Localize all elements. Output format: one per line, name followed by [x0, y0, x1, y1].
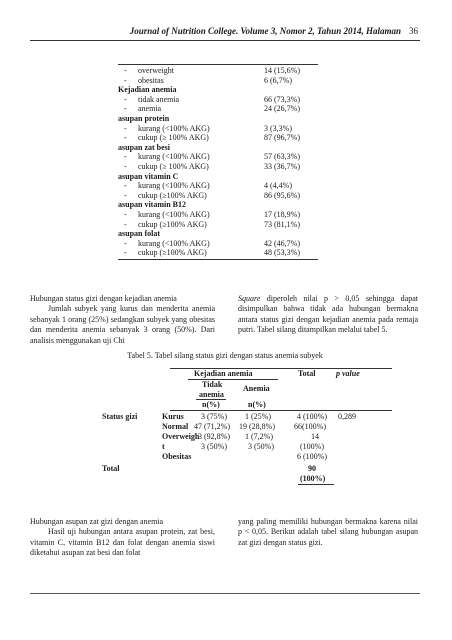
header-rule [30, 40, 420, 41]
row-label-text: overweight [138, 66, 174, 75]
journal-title: Journal of Nutrition College. Volume 3, Nomor 2, Tahun 2014, Halaman [129, 26, 401, 36]
paragraph-body: yang paling memiliki hubungan bermakna karena nilai p < 0,05. Berikut adalah tabel silang hubungan asupan zat gizi dengan status gizi. [238, 517, 418, 547]
row-value [258, 229, 318, 239]
cell-total: (100%) [300, 442, 324, 451]
row-label [118, 133, 264, 143]
row-label [118, 85, 258, 95]
total-underline [298, 484, 334, 485]
col-header-total: Total [298, 369, 316, 378]
row-label [118, 104, 264, 114]
row-label [118, 181, 264, 191]
bullet-dash: - [124, 123, 127, 133]
row-label-text: asupan vitamin B12 [118, 200, 187, 210]
subject-characteristics-table [118, 64, 318, 260]
table-caption: Tabel 5. Tabel silang status gizi dengan status anemia subyek [127, 351, 323, 360]
section-asupan-right [238, 517, 418, 548]
row-label-text: kurang (<100% AKG) [138, 209, 210, 219]
table-row [118, 95, 318, 105]
table-row [118, 162, 318, 172]
row-label [118, 114, 258, 124]
row-label-text: cukup (≥100% AKG) [138, 219, 207, 229]
section-heading: Hubungan asupan zat gizi dengan anemia [30, 517, 164, 526]
bullet-dash: - [124, 219, 127, 229]
bullet-dash: - [124, 190, 127, 200]
col-header-pvalue: p value [336, 369, 360, 378]
row-label [118, 143, 258, 153]
table-group-row [118, 229, 318, 239]
row-value: 73 (81,1%) [264, 219, 300, 229]
table-row [118, 124, 318, 134]
row-label [118, 210, 264, 220]
row-label-text: kurang (<100% AKG) [138, 123, 210, 133]
row-value [258, 85, 318, 95]
total-row-label: Total [102, 464, 120, 473]
table-row [118, 191, 318, 201]
section-status-gizi-left [30, 294, 215, 346]
row-value: 3 (3,3%) [264, 123, 292, 133]
row-label-text: cukup (≥ 100% AKG) [138, 161, 209, 171]
journal-header [30, 26, 418, 36]
bullet-dash: - [124, 94, 127, 104]
row-label-text: tidak anemia [138, 94, 180, 104]
row-label-text: kurang (<100% AKG) [138, 238, 210, 248]
row-label-text: kurang (<100% AKG) [138, 152, 210, 162]
row-label: Obesitas [162, 452, 192, 461]
row-value [258, 114, 318, 124]
row-value: 33 (36,7%) [264, 161, 300, 171]
row-label-text: asupan protein [118, 113, 170, 123]
bullet-dash: - [124, 181, 127, 191]
section-asupan-left [30, 517, 215, 559]
row-label [118, 124, 264, 134]
row-label: Normal [162, 422, 189, 431]
row-label [118, 162, 264, 172]
section-heading: Hubungan status gizi dengan kejadian anemia [30, 294, 177, 303]
row-value [258, 143, 318, 153]
row-label [118, 191, 264, 201]
bullet-dash: - [124, 75, 127, 85]
total-n: 90 [308, 464, 316, 473]
paragraph-body: diperoleh nilai p > 0,05 sehingga dapat disimpulkan bahwa tidak ada hubungan bermakna antara status gizi dengan kejadian anemia pada remaja putri. Tabel silang ditampilkan melalui tabel 5. [238, 294, 418, 335]
table-row [118, 220, 318, 230]
row-label-text: asupan folat [118, 229, 161, 239]
row-value: 66 (73,3%) [264, 94, 300, 104]
bullet-dash: - [124, 248, 127, 258]
row-label-text: cukup (≥100% AKG) [138, 190, 207, 200]
row-label: t [162, 442, 165, 451]
bullet-dash: - [124, 66, 127, 75]
header-bottom-rule [170, 410, 392, 411]
row-value [258, 172, 318, 182]
row-label-text: obesitas [138, 75, 164, 85]
cell-anemia: 1 (7,2%) [245, 432, 273, 441]
cell-pvalue: 0,289 [338, 412, 356, 421]
section-status-gizi-right [238, 294, 418, 336]
table-row [118, 239, 318, 249]
col-header-tidak-anemia: anemia [199, 390, 224, 399]
row-label-text: asupan zat besi [118, 142, 171, 152]
row-value: 24 (26,7%) [264, 104, 300, 114]
row-label-text: asupan vitamin C [118, 171, 179, 181]
table-body [118, 66, 318, 258]
row-value: 4 (4,4%) [264, 181, 292, 191]
col-header-n-tidak: n(%) [202, 400, 220, 409]
cell-anemia: 1 (25%) [245, 412, 271, 421]
row-label [118, 172, 258, 182]
italic-term: Square [238, 294, 261, 303]
bullet-dash: - [124, 104, 127, 114]
row-label-text: kurang (<100% AKG) [138, 181, 210, 191]
table-bottom-rule [118, 259, 318, 260]
bullet-dash: - [124, 161, 127, 171]
row-label-text: cukup (≥ 100% AKG) [138, 133, 209, 143]
bullet-dash: - [124, 133, 127, 143]
row-value: 6 (6,7%) [264, 75, 292, 85]
bullet-dash: - [124, 209, 127, 219]
cell-tidak: 3 (75%) [201, 412, 227, 421]
page-number: 36 [409, 26, 418, 36]
table-row [118, 66, 318, 76]
col-header-kejadian: Kejadian anemia [194, 369, 253, 378]
footer-rule [30, 593, 420, 594]
row-label [118, 66, 264, 76]
cell-anemia: 19 (28,8%) [239, 422, 275, 431]
cell-total: 66(100%) [294, 422, 326, 431]
row-group-label: Status gizi [102, 412, 138, 421]
total-pct: (100%) [300, 474, 326, 483]
row-value: 14 (15,6%) [264, 66, 300, 75]
paragraph-body: Hasil uji hubungan antara asupan protein, zat besi, vitamin C, vitamin B12 dan folat dengan anemia siswi diketahui asupan zat besi dan folat [30, 527, 215, 558]
row-label [118, 152, 264, 162]
paragraph-body: Jumlah subyek yang kurus dan menderita anemia sebanyak 1 orang (25%) sedangkan subyek yang obesitas dan menderita anemia sebanyak 3 orang (50%). Dari analisis menggunakan uji Chi [30, 304, 215, 345]
row-label [118, 95, 264, 105]
row-value: 42 (46,7%) [264, 238, 300, 248]
row-label-text: anemia [138, 104, 162, 114]
table-row [118, 210, 318, 220]
table-row [118, 248, 318, 258]
cell-total: 6 (100%) [297, 452, 327, 461]
col-header-n-anemia: n(%) [248, 400, 266, 409]
row-label [118, 220, 264, 230]
table-group-row [118, 200, 318, 210]
row-label: Overweigh [162, 432, 200, 441]
row-value [258, 200, 318, 210]
row-label [118, 76, 264, 86]
cell-total: 14 [311, 432, 319, 441]
table-row [118, 76, 318, 86]
cell-total: 4 (100%) [297, 412, 327, 421]
row-label [118, 239, 264, 249]
row-value: 17 (18,9%) [264, 209, 300, 219]
table-row [118, 181, 318, 191]
row-value: 86 (95,6%) [264, 190, 300, 200]
table-group-row [118, 114, 318, 124]
bullet-dash: - [124, 152, 127, 162]
row-label [118, 200, 258, 210]
col-header-tidak: Tidak [202, 380, 223, 389]
table-group-row [118, 85, 318, 95]
row-label [118, 229, 258, 239]
cell-tidak: 13 (92,8%) [194, 432, 230, 441]
table-group-row [118, 172, 318, 182]
row-value: 57 (63,3%) [264, 152, 300, 162]
col-header-anemia: Anemia [243, 384, 270, 393]
table-top-rule [118, 64, 318, 65]
row-value: 48 (53,3%) [264, 248, 300, 258]
cell-tidak: 3 (50%) [201, 442, 227, 451]
row-label-text: cukup (≥100% AKG) [138, 248, 207, 258]
row-label: Kurus [162, 412, 184, 421]
bullet-dash: - [124, 238, 127, 248]
cell-anemia: 3 (50%) [248, 442, 274, 451]
table-row [118, 133, 318, 143]
table-row [118, 152, 318, 162]
table-row [118, 104, 318, 114]
row-label-text: Kejadian anemia [118, 85, 177, 95]
row-value: 87 (96,7%) [264, 133, 300, 143]
row-label [118, 248, 264, 258]
table-group-row [118, 143, 318, 153]
cell-tidak: 47 (71,2%) [194, 422, 230, 431]
